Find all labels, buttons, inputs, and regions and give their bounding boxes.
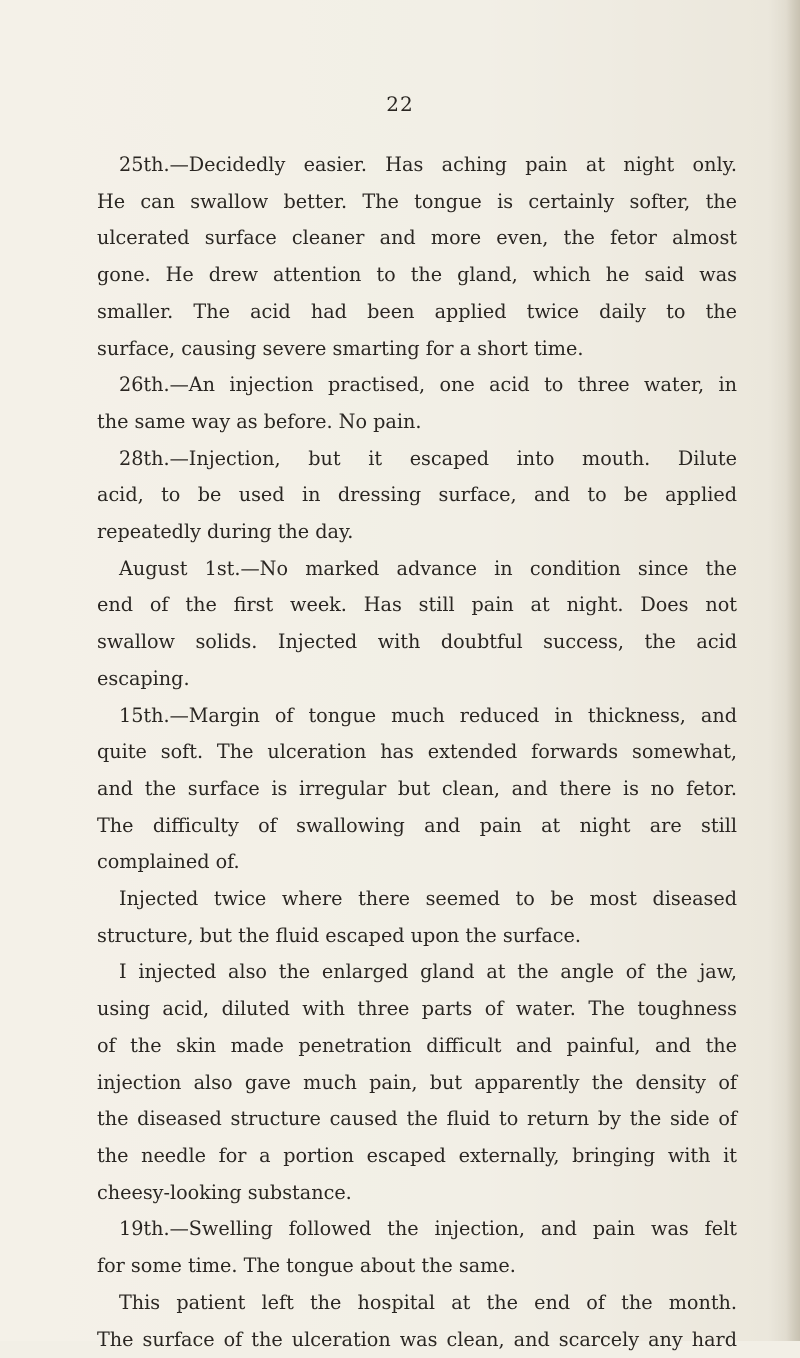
text-line: using acid, diluted with three parts of water. The toughness	[97, 991, 737, 1028]
text-line: the needle for a portion escaped externally, bringing with it	[97, 1138, 737, 1175]
text-line: and the surface is irregular but clean, and there is no fetor.	[97, 771, 737, 808]
text-line: 26th.—An injection practised, one acid to three water, in	[97, 367, 737, 404]
text-line: surface, causing severe smarting for a short time.	[97, 331, 737, 368]
text-line: quite soft. The ulceration has extended forwards somewhat,	[97, 734, 737, 771]
text-line: Injected twice where there seemed to be most diseased	[97, 881, 737, 918]
text-line: of the skin made penetration difficult and painful, and the	[97, 1028, 737, 1065]
text-line: 15th.—Margin of tongue much reduced in thickness, and	[97, 698, 737, 735]
text-line: end of the first week. Has still pain at night. Does not	[97, 587, 737, 624]
text-line: structure, but the fluid escaped upon the surface.	[97, 918, 737, 955]
text-line: cheesy-looking substance.	[97, 1175, 737, 1212]
text-line: repeatedly during the day.	[97, 514, 737, 551]
text-line: escaping.	[97, 661, 737, 698]
text-line: 25th.—Decidedly easier. Has aching pain at night only.	[97, 147, 737, 184]
text-line: the diseased structure caused the fluid to return by the side of	[97, 1101, 737, 1138]
text-line: complained of.	[97, 844, 737, 881]
text-line: smaller. The acid had been applied twice daily to the	[97, 294, 737, 331]
text-line: This patient left the hospital at the end of the month.	[97, 1285, 737, 1322]
text-line: acid, to be used in dressing surface, and to be applied	[97, 477, 737, 514]
text-line: ulcerated surface cleaner and more even, the fetor almost	[97, 220, 737, 257]
text-line: for some time. The tongue about the same.	[97, 1248, 737, 1285]
text-line: The difficulty of swallowing and pain at night are still	[97, 808, 737, 845]
text-line: 28th.—Injection, but it escaped into mouth. Dilute	[97, 441, 737, 478]
text-line: the same way as before. No pain.	[97, 404, 737, 441]
text-line: I injected also the enlarged gland at the angle of the jaw,	[97, 954, 737, 991]
page-edge-shadow	[786, 0, 800, 1341]
text-line: 19th.—Swelling followed the injection, and pain was felt	[97, 1211, 737, 1248]
text-line: The surface of the ulceration was clean, and scarcely any hard	[97, 1322, 737, 1358]
text-line: swallow solids. Injected with doubtful success, the acid	[97, 624, 737, 661]
text-line: August 1st.—No marked advance in condition since the	[97, 551, 737, 588]
body-text	[97, 147, 737, 1358]
text-line: He can swallow better. The tongue is certainly softer, the	[97, 184, 737, 221]
text-line: gone. He drew attention to the gland, which he said was	[97, 257, 737, 294]
page-number: 22	[0, 92, 800, 116]
text-line: injection also gave much pain, but apparently the density of	[97, 1065, 737, 1102]
